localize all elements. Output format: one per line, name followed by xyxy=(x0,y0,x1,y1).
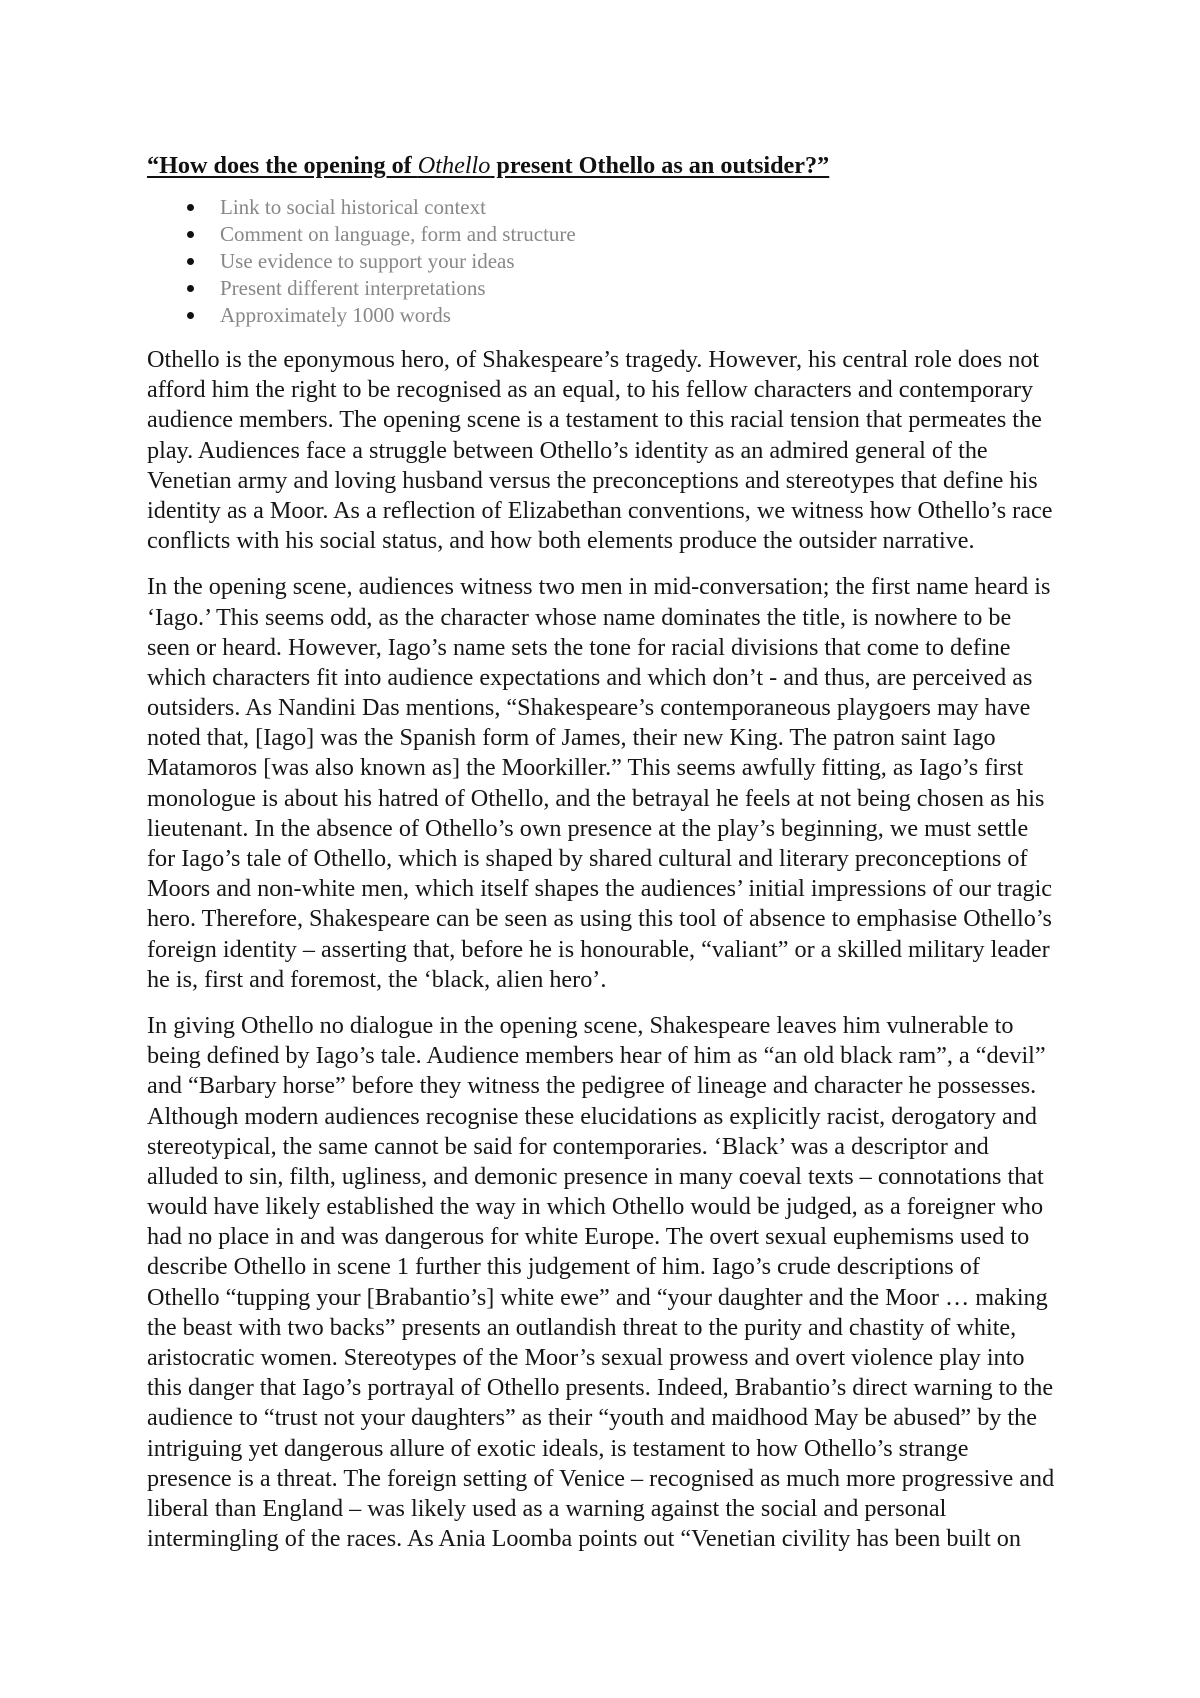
body-line: intermingling of the races. As Ania Loomba points out “Venetian civility has been built on xyxy=(147,1525,1021,1553)
criteria-item xyxy=(0,221,576,248)
bullet-icon xyxy=(187,312,194,319)
body-line: hero. Therefore, Shakespeare can be seen as using this tool of absence to emphasise Othello’s xyxy=(147,905,1052,933)
bullet-icon xyxy=(187,285,194,292)
body-line: play. Audiences face a struggle between Othello’s identity as an admired general of the xyxy=(147,436,988,464)
body-line: would have likely established the way in which Othello would be judged, as a foreigner who xyxy=(147,1193,1044,1221)
title-play-name: Othello xyxy=(417,152,491,179)
body-line: liberal than England – was likely used as a warning against the social and personal xyxy=(147,1494,947,1522)
body-line: he is, first and foremost, the ‘black, alien hero’. xyxy=(147,965,607,993)
title-text-start: “How does the opening of xyxy=(147,152,418,179)
body-line: identity as a Moor. As a reflection of Elizabethan conventions, we witness how Othello’s race xyxy=(147,496,1053,524)
essay-paragraph-1 xyxy=(147,345,1054,556)
criteria-text: Link to social historical context xyxy=(220,195,486,219)
criteria-item xyxy=(0,248,576,275)
body-line: ‘Iago.’ This seems odd, as the character whose name dominates the title, is nowhere to be xyxy=(147,603,1012,631)
body-line: had no place in and was dangerous for white Europe. The overt sexual euphemisms used to xyxy=(147,1223,1030,1251)
body-line: seen or heard. However, Iago’s name sets the tone for racial divisions that come to define xyxy=(147,633,1011,661)
criteria-item xyxy=(0,275,576,302)
body-line: In the opening scene, audiences witness two men in mid-conversation; the first name heard is xyxy=(147,573,1051,601)
body-line: this danger that Iago’s portrayal of Othello presents. Indeed, Brabantio’s direct warning to the xyxy=(147,1374,1054,1402)
bullet-icon xyxy=(187,204,194,211)
body-line: for Iago’s tale of Othello, which is shaped by shared cultural and literary preconceptions of xyxy=(147,845,1028,872)
criteria-text: Present different interpretations xyxy=(220,276,486,300)
body-line: Othello “tupping your [Brabantio’s] white ewe” and “your daughter and the Moor … making xyxy=(147,1283,1048,1311)
title-text-end: present Othello as an outsider?” xyxy=(490,152,830,179)
body-line: conflicts with his social status, and how both elements produce the outsider narrative. xyxy=(147,527,975,555)
essay-paragraph-3 xyxy=(147,1011,1054,1554)
body-line: intriguing yet dangerous allure of exotic ideals, is testament to how Othello’s strange xyxy=(147,1434,969,1462)
body-line: audience members. The opening scene is a testament to this racial tension that permeates the xyxy=(147,406,1042,434)
body-line: outsiders. As Nandini Das mentions, “Shakespeare’s contemporaneous playgoers may have xyxy=(147,694,1031,722)
body-line: being defined by Iago’s tale. Audience members hear of him as “an old black ram”, a “devil” xyxy=(147,1042,1046,1070)
body-line: describe Othello in scene 1 further this judgement of him. Iago’s crude descriptions of xyxy=(147,1253,980,1281)
body-line: audience to “trust not your daughters” as their “youth and maidhood May be abused” by the xyxy=(147,1404,1037,1432)
bullet-icon xyxy=(187,258,194,265)
essay-paragraph-2 xyxy=(147,572,1054,995)
body-line: noted that, [Iago] was the Spanish form of James, their new King. The patron saint Iago xyxy=(147,724,996,752)
essay-title xyxy=(147,151,829,181)
body-line: afford him the right to be recognised as an equal, to his fellow characters and contemporary xyxy=(147,376,1034,404)
body-line: which characters fit into audience expectations and which don’t - and thus, are perceived as xyxy=(147,663,1033,691)
body-line: In giving Othello no dialogue in the opening scene, Shakespeare leaves him vulnerable to xyxy=(147,1011,1014,1039)
body-line: lieutenant. In the absence of Othello’s own presence at the play’s beginning, we must settle xyxy=(147,814,1029,842)
body-line: Venetian army and loving husband versus the preconceptions and stereotypes that define his xyxy=(147,466,1038,494)
body-line: foreign identity – asserting that, before he is honourable, “valiant” or a skilled military leader xyxy=(147,935,1050,963)
body-line: presence is a threat. The foreign setting of Venice – recognised as much more progressive and xyxy=(147,1464,1055,1492)
essay-body xyxy=(147,345,1054,1570)
criteria-item xyxy=(0,302,576,329)
criteria-text: Use evidence to support your ideas xyxy=(220,249,515,273)
body-line: Moors and non-white men, which itself shapes the audiences’ initial impressions of our tragic xyxy=(147,875,1053,903)
body-line: Although modern audiences recognise these elucidations as explicitly racist, derogatory and xyxy=(147,1102,1037,1130)
criteria-item xyxy=(0,194,576,221)
body-line: Matamoros [was also known as] the Moorkiller.” This seems awfully fitting, as Iago’s first xyxy=(147,754,1024,782)
body-line: aristocratic women. Stereotypes of the Moor’s sexual prowess and overt violence play into xyxy=(147,1344,1025,1371)
criteria-text: Comment on language, form and structure xyxy=(220,222,576,246)
criteria-list xyxy=(0,194,576,329)
body-line: Othello is the eponymous hero, of Shakespeare’s tragedy. However, his central role does not xyxy=(147,346,1040,373)
criteria-text: Approximately 1000 words xyxy=(220,303,451,327)
body-line: alluded to sin, filth, ugliness, and demonic presence in many coeval texts – connotations that xyxy=(147,1162,1044,1190)
body-line: stereotypical, the same cannot be said for contemporaries. ‘Black’ was a descriptor and xyxy=(147,1132,989,1160)
body-line: and “Barbary horse” before they witness the pedigree of lineage and character he possesses. xyxy=(147,1072,1037,1100)
body-line: monologue is about his hatred of Othello, and the betrayal he feels at not being chosen as his xyxy=(147,784,1045,812)
body-line: the beast with two backs” presents an outlandish threat to the purity and chastity of white, xyxy=(147,1313,1017,1341)
bullet-icon xyxy=(187,231,194,238)
